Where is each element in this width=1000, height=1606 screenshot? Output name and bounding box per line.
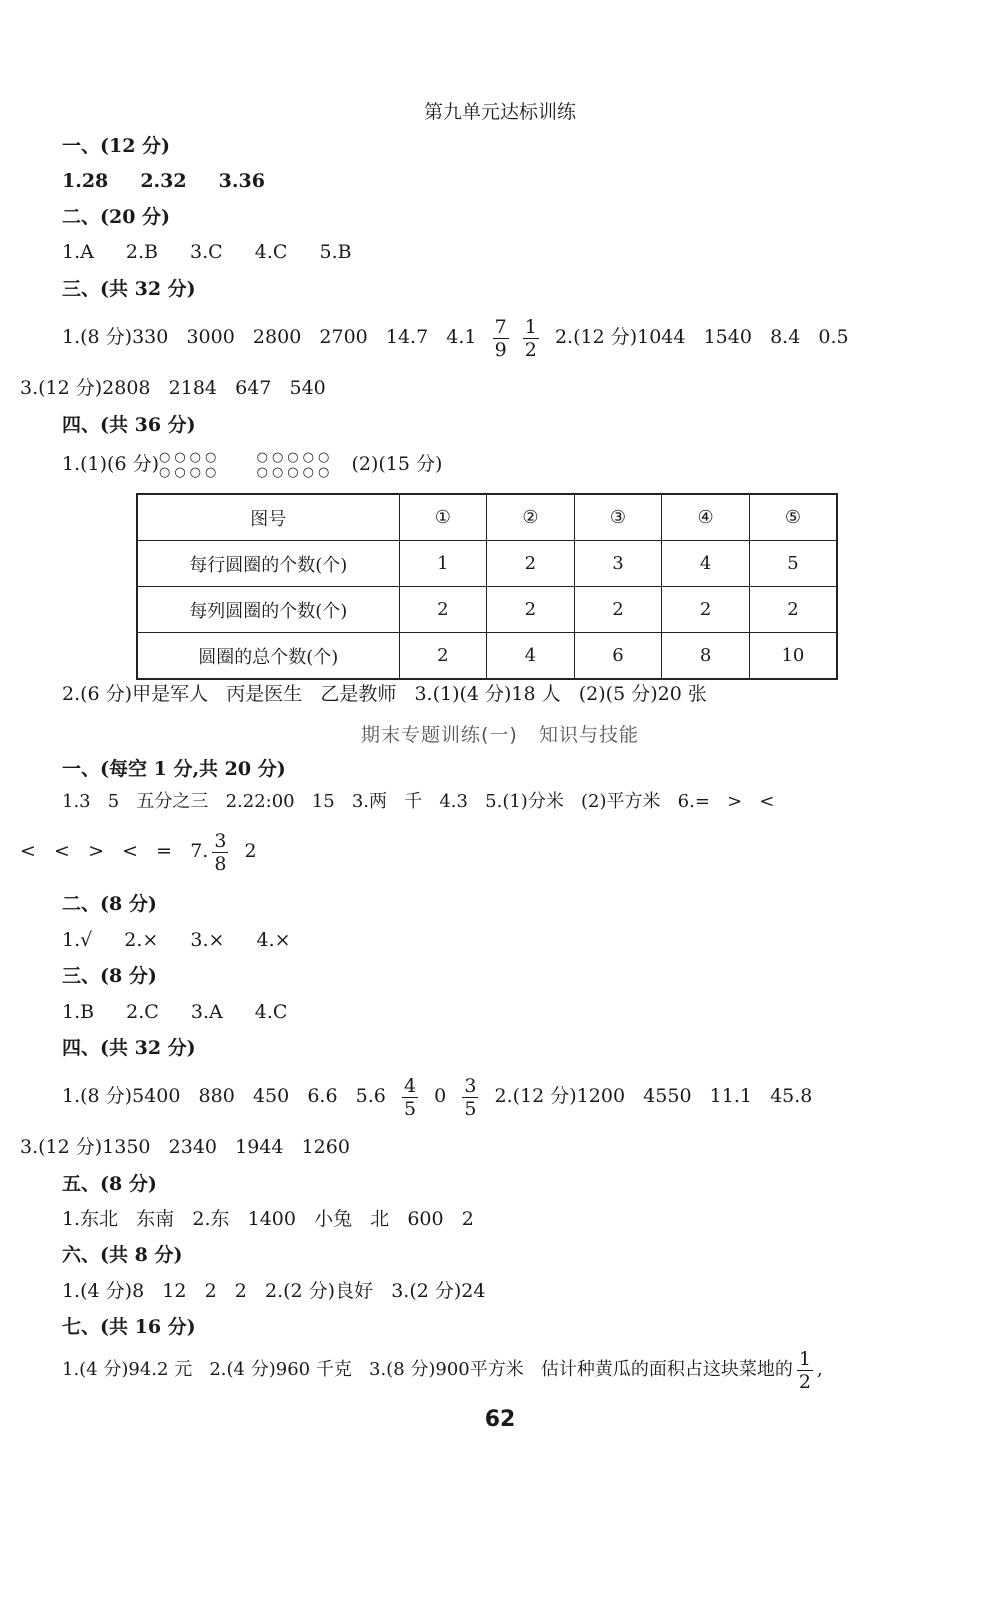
unit9-s3-head: 三、(共 32 分) bbox=[62, 278, 196, 300]
answer-item: 5.B bbox=[319, 241, 352, 263]
table-cell: 每行圆圈的个数(个) bbox=[137, 541, 399, 587]
answer-item: 3.× bbox=[190, 929, 225, 951]
table-cell: 2 bbox=[487, 587, 575, 633]
table-cell: 4 bbox=[487, 633, 575, 680]
unit9-s3-line1 bbox=[62, 313, 849, 361]
answer-text: 2.(12 分)1200 4550 11.1 45.8 bbox=[494, 1085, 813, 1107]
table-cell: 图号 bbox=[137, 494, 399, 541]
final1-title: 期末专题训练(一) 知识与技能 bbox=[361, 724, 639, 746]
answer-text: < < > < = 7. bbox=[20, 840, 209, 862]
unit9-title: 第九单元达标训练 bbox=[423, 101, 576, 123]
circle-pattern-b bbox=[257, 450, 334, 480]
table-row bbox=[137, 541, 837, 587]
fraction-denominator: 5 bbox=[464, 1097, 477, 1120]
table-cell: 2 bbox=[574, 587, 662, 633]
answer-item: 3.36 bbox=[218, 170, 265, 192]
answer-item: 4.× bbox=[256, 929, 291, 951]
table-cell: 1 bbox=[399, 541, 487, 587]
fraction bbox=[462, 1075, 478, 1120]
unit9-s2-answers bbox=[62, 240, 352, 264]
table-cell: ④ bbox=[662, 494, 750, 541]
answer-item: 1.B bbox=[62, 1001, 95, 1023]
final1-s1-line2 bbox=[20, 826, 257, 876]
unit9-s4-q1 bbox=[62, 446, 442, 482]
fraction-numerator: 1 bbox=[524, 315, 537, 338]
table-cell: 10 bbox=[749, 633, 837, 680]
fraction-numerator: 3 bbox=[464, 1074, 477, 1097]
fraction-denominator: 9 bbox=[494, 338, 507, 361]
table-cell: 4 bbox=[662, 541, 750, 587]
table-cell: 圆圈的总个数(个) bbox=[137, 633, 399, 680]
table-cell: 2 bbox=[662, 587, 750, 633]
circle-row: ○○○○○ bbox=[256, 450, 334, 465]
table-cell: 每列圆圈的个数(个) bbox=[137, 587, 399, 633]
fraction bbox=[523, 316, 539, 361]
answer-text: 1.(4 分)94.2 元 2.(4 分)960 千克 3.(8 分)900平方米 估计种黄瓜的面积占这块菜地的 bbox=[62, 1359, 793, 1380]
table-cell: 6 bbox=[574, 633, 662, 680]
table-cell: 5 bbox=[749, 541, 837, 587]
fraction bbox=[797, 1348, 813, 1393]
final1-s3-head: 三、(8 分) bbox=[62, 965, 157, 987]
final1-s2-head: 二、(8 分) bbox=[62, 893, 157, 915]
answer-item: 4.C bbox=[254, 241, 288, 263]
circle-row: ○○○○ bbox=[159, 465, 221, 480]
final1-s5-head: 五、(8 分) bbox=[62, 1173, 157, 1195]
page-number: 62 bbox=[484, 1407, 516, 1432]
final1-s5-line: 1.东北 东南 2.东 1400 小兔 北 600 2 bbox=[62, 1208, 474, 1230]
answer-item: 2.B bbox=[125, 241, 158, 263]
answer-item: 3.C bbox=[190, 241, 223, 263]
unit9-s4-head: 四、(共 36 分) bbox=[62, 414, 196, 436]
circle-row: ○○○○ bbox=[159, 450, 221, 465]
table-cell: 3 bbox=[574, 541, 662, 587]
answer-item: 2.32 bbox=[140, 170, 187, 192]
fraction-numerator: 1 bbox=[798, 1347, 811, 1370]
unit9-s4-line2: 2.(6 分)甲是军人 丙是医生 乙是教师 3.(1)(4 分)18 人 (2)(5 分)20 张 bbox=[62, 683, 707, 705]
final1-s7-head: 七、(共 16 分) bbox=[62, 1316, 196, 1338]
circle-count-table bbox=[136, 493, 838, 680]
answer-text: 1.(1)(6 分) bbox=[62, 453, 159, 475]
fraction-denominator: 2 bbox=[524, 338, 537, 361]
answer-item: 1.A bbox=[62, 241, 94, 263]
answer-text: 2.(12 分)1044 1540 8.4 0.5 bbox=[554, 326, 849, 348]
answer-text: 2 bbox=[244, 840, 257, 862]
fraction-denominator: 8 bbox=[214, 852, 227, 875]
table-row bbox=[137, 587, 837, 633]
final1-s6-line: 1.(4 分)8 12 2 2 2.(2 分)良好 3.(2 分)24 bbox=[62, 1280, 486, 1302]
table-cell: 2 bbox=[399, 587, 487, 633]
answer-text: (2)(15 分) bbox=[351, 453, 443, 475]
answer-item: 2.C bbox=[126, 1001, 159, 1023]
fraction-numerator: 3 bbox=[214, 829, 227, 852]
unit9-s1-head: 一、(12 分) bbox=[62, 135, 171, 157]
circle-pattern-a bbox=[159, 450, 220, 480]
answer-text: , bbox=[817, 1359, 823, 1380]
fraction-numerator: 4 bbox=[403, 1074, 417, 1097]
fraction-denominator: 2 bbox=[798, 1370, 811, 1393]
answer-item: 3.A bbox=[190, 1001, 223, 1023]
unit9-s3-line2: 3.(12 分)2808 2184 647 540 bbox=[20, 377, 326, 399]
fraction bbox=[402, 1075, 418, 1120]
answer-item: 4.C bbox=[254, 1001, 288, 1023]
table-cell: 8 bbox=[662, 633, 750, 680]
answer-text: 1.(8 分)330 3000 2800 2700 14.7 4.1 bbox=[62, 326, 477, 348]
table-cell: ① bbox=[399, 494, 487, 541]
fraction bbox=[212, 830, 228, 875]
table-cell: ② bbox=[487, 494, 575, 541]
answer-item: 1.28 bbox=[62, 170, 109, 192]
unit9-s2-head: 二、(20 分) bbox=[62, 206, 171, 228]
fraction-denominator: 5 bbox=[403, 1097, 417, 1120]
final1-s1-head: 一、(每空 1 分,共 20 分) bbox=[62, 758, 286, 780]
table-cell: ⑤ bbox=[749, 494, 837, 541]
final1-s7-line bbox=[62, 1346, 823, 1394]
answer-text: 1.(8 分)5400 880 450 6.6 5.6 bbox=[62, 1085, 386, 1107]
table-row bbox=[137, 633, 837, 680]
table-cell: 2 bbox=[749, 587, 837, 633]
table-cell: ③ bbox=[574, 494, 662, 541]
answer-text: 0 bbox=[434, 1085, 447, 1107]
fraction bbox=[493, 316, 509, 361]
unit9-s1-answers bbox=[62, 169, 265, 193]
final1-s4-line2: 3.(12 分)1350 2340 1944 1260 bbox=[20, 1136, 350, 1158]
final1-s4-line1 bbox=[62, 1072, 812, 1120]
final1-s6-head: 六、(共 8 分) bbox=[62, 1244, 183, 1266]
final1-s4-head: 四、(共 32 分) bbox=[62, 1037, 196, 1059]
answer-item: 2.× bbox=[124, 929, 159, 951]
final1-s2-answers bbox=[62, 928, 291, 952]
table-cell: 2 bbox=[399, 633, 487, 680]
final1-s1-line1: 1.3 5 五分之三 2.22:00 15 3.两 千 4.3 5.(1)分米 (2)平方米 6.= > < bbox=[62, 791, 775, 812]
final1-s3-answers bbox=[62, 1000, 287, 1024]
circle-row: ○○○○○ bbox=[256, 465, 334, 480]
answer-item: 1.√ bbox=[62, 929, 93, 951]
table-cell: 2 bbox=[487, 541, 575, 587]
fraction-numerator: 7 bbox=[494, 315, 507, 338]
table-header-row bbox=[137, 494, 837, 541]
